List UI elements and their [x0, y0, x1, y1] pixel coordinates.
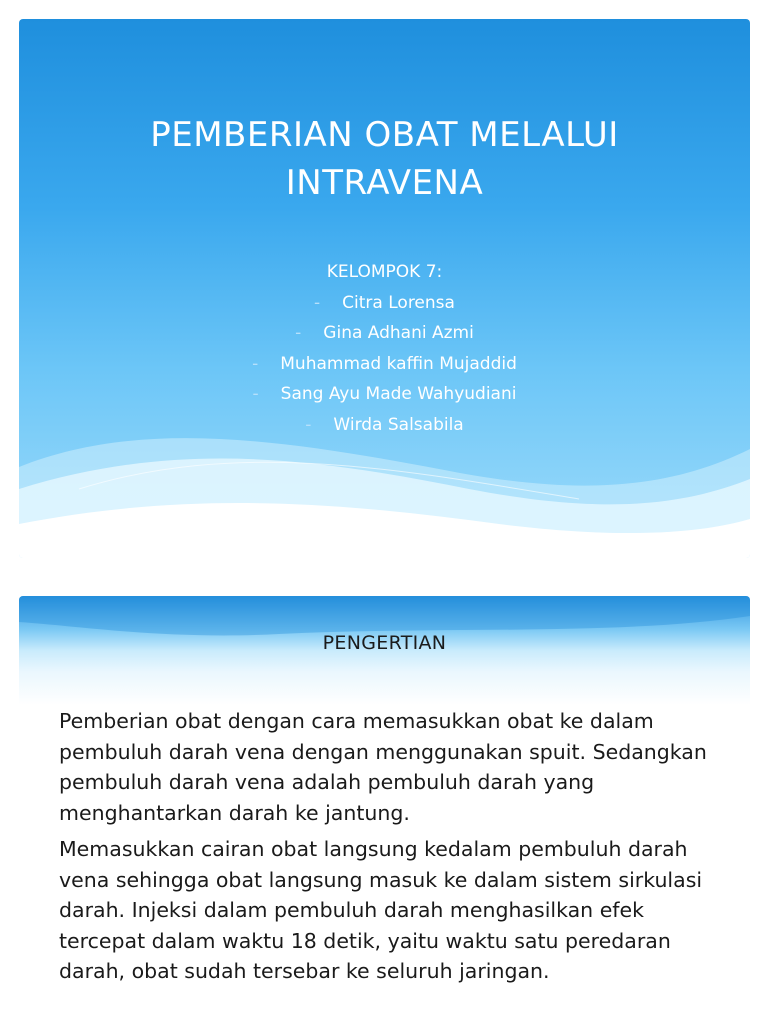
content-slide — [19, 596, 750, 1016]
member-name: Muhammad kaffin Mujaddid — [280, 353, 517, 374]
paragraph-2: Memasukkan cairan obat langsung kedalam pembuluh darah vena sehingga obat langsung masuk ke dalam sistem sirkulasi darah. Injeksi dalam pembuluh darah menghasilkan efek tercepat dalam waktu 18 detik, yaitu waktu satu peredaran darah, obat sudah tersebar ke seluruh jaringan. — [59, 837, 703, 983]
bullet-dash: - — [252, 353, 259, 374]
group-members — [19, 257, 750, 440]
title-line-2: INTRAVENA — [285, 163, 484, 203]
bullet-dash: - — [295, 323, 302, 343]
member-name: Gina Adhani Azmi — [323, 323, 474, 343]
member-item — [19, 288, 750, 319]
title-slide — [19, 19, 750, 558]
title-line-1: PEMBERIAN OBAT MELALUI — [150, 115, 619, 155]
paragraph-1: Pemberian obat dengan cara memasukkan obat ke dalam pembuluh darah vena dengan menggunakan spuit. Sedangkan pembuluh darah vena adalah pembuluh darah yang menghantarkan darah ke jantung. — [59, 709, 707, 825]
group-label: KELOMPOK 7: — [326, 262, 443, 282]
slide-title — [19, 111, 750, 207]
member-item — [19, 349, 750, 380]
member-name: Citra Lorensa — [342, 292, 455, 313]
bullet-dash: - — [314, 292, 321, 313]
bullet-dash: - — [252, 384, 259, 404]
member-name: Sang Ayu Made Wahyudiani — [280, 384, 517, 404]
member-item — [19, 379, 750, 410]
bullet-dash: - — [305, 414, 312, 435]
member-item — [19, 318, 750, 349]
member-item — [19, 410, 750, 441]
member-name: Wirda Salsabila — [333, 414, 464, 435]
section-heading: PENGERTIAN — [322, 632, 447, 654]
